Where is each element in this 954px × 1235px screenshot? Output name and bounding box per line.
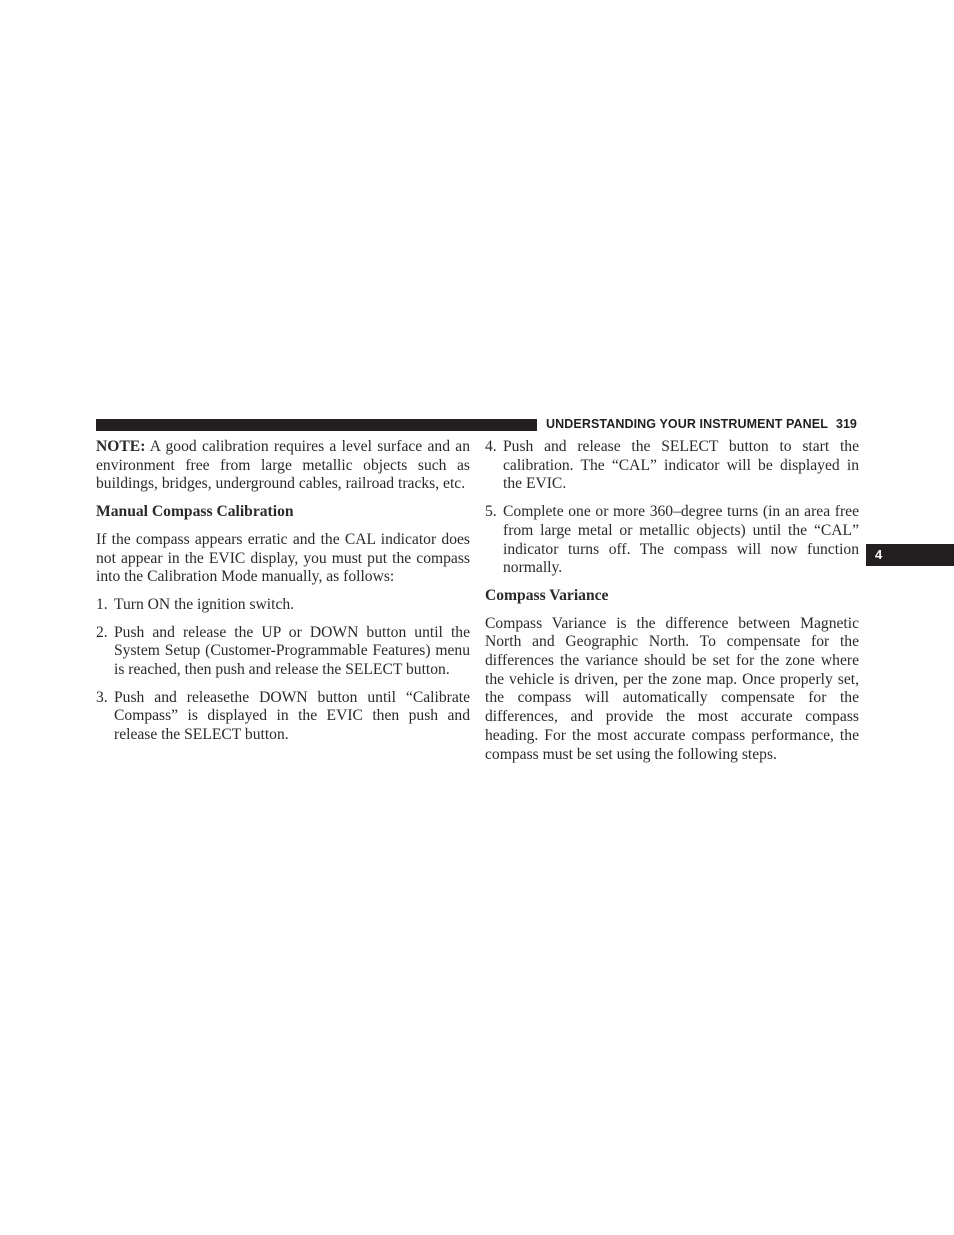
list-item-text: Turn ON the ignition switch.	[114, 595, 295, 613]
manual-intro-paragraph: If the compass appears erratic and the CAL indicator does not appear in the EVIC display, you must put the compass into the Calibration Mode manually, as follows:	[96, 530, 470, 586]
list-item-text: Complete one or more 360–degree turns (in an area free from large metal or metallic objects) until the “CAL” indicator turns off. The compass will now function normally.	[503, 503, 859, 577]
section-title: UNDERSTANDING YOUR INSTRUMENT PANEL	[546, 417, 828, 431]
note-label: NOTE:	[96, 438, 146, 455]
heading-compass-variance: Compass Variance	[485, 586, 609, 604]
header-rule	[96, 419, 537, 431]
note-paragraph	[96, 438, 470, 494]
note-text: A good calibration requires a level surface and an environment free from large metallic objects such as buildings, bridges, underground cables, railroad tracks, etc.	[96, 438, 470, 493]
list-item-number: 2.	[96, 623, 108, 641]
list-item-number: 4.	[485, 438, 497, 455]
list-item-number: 5.	[485, 503, 497, 521]
list-item	[485, 438, 859, 494]
list-item	[96, 624, 470, 680]
right-column	[485, 438, 859, 764]
chapter-tab: 4	[866, 544, 954, 566]
list-item-text: Push and releasethe DOWN button until “Calibrate Compass” is displayed in the EVIC then push and release the SELECT button.	[114, 688, 470, 744]
list-item-number: 1.	[96, 595, 108, 613]
list-item	[96, 596, 470, 615]
list-item	[485, 503, 859, 578]
list-item-text: Push and release the UP or DOWN button until the System Setup (Customer-Programmable Features) menu is reached, then push and release the SELECT button.	[114, 623, 470, 679]
variance-paragraph: Compass Variance is the difference between Magnetic North and Geographic North. To compensate for the differences the variance should be set for the zone where the vehicle is driven, per the zone map. Once properly set, the compass will automatically compensate for the differences, and provide the most accurate compass heading. For the most accurate compass performance, the compass must be set using the following steps.	[485, 614, 859, 763]
list-item-text: Push and release the SELECT button to start the calibration. The “CAL” indicator will be displayed in the EVIC.	[503, 438, 859, 493]
left-column	[96, 438, 470, 745]
heading-manual-compass-calibration: Manual Compass Calibration	[96, 503, 294, 521]
list-item	[96, 689, 470, 745]
page-number: 319	[836, 417, 857, 431]
list-item-number: 3.	[96, 688, 108, 706]
